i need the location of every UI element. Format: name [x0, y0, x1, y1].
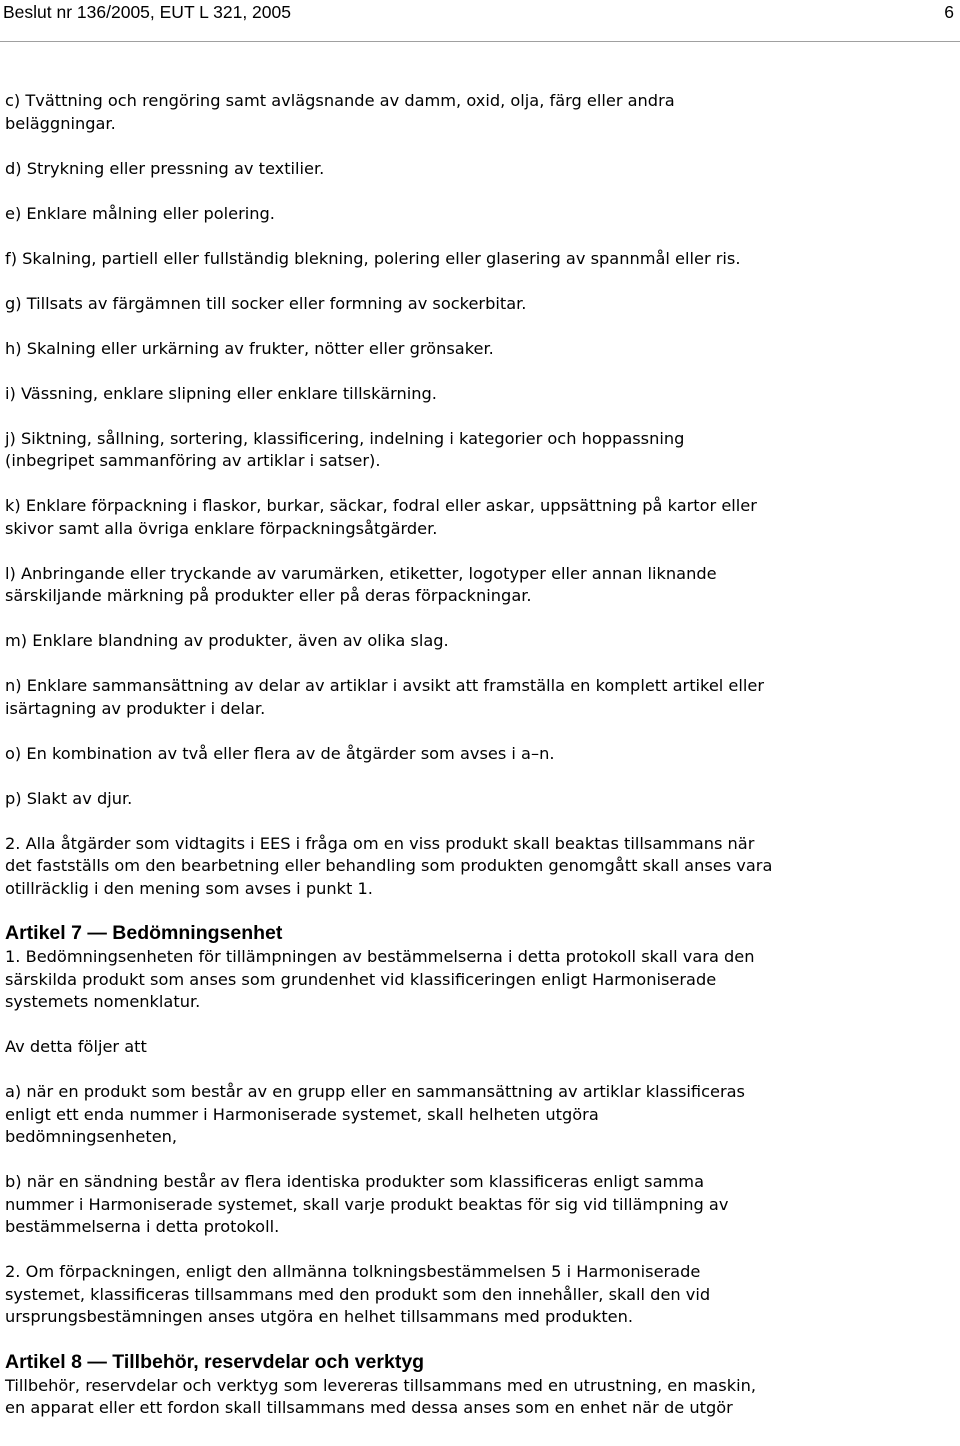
article-8-paragraph-1: Tillbehör, reservdelar och verktyg som levereras tillsammans med en utrustning, en maskin, en apparat eller ett fordon skall tillsammans med dessa anses som en enhet när de utgör	[5, 1375, 756, 1417]
paragraph-o: o) En kombination av två eller flera av de åtgärder som avses i a–n.	[5, 743, 555, 763]
article-8-heading: Artikel 8 — Tillbehör, reservdelar och verktyg	[5, 1350, 425, 1373]
paragraph-e: e) Enklare målning eller polering.	[5, 203, 275, 223]
paragraph-l: l) Anbringande eller tryckande av varumärken, etiketter, logotyper eller annan liknande särskiljande märkning på produkter eller på deras förpackningar.	[5, 563, 717, 605]
paragraph-d: d) Strykning eller pressning av textilier.	[5, 158, 325, 178]
paragraph-p: p) Slakt av djur.	[5, 788, 133, 808]
paragraph-h: h) Skalning eller urkärning av frukter, nötter eller grönsaker.	[5, 338, 494, 358]
paragraph-n: n) Enklare sammansättning av delar av artiklar i avsikt att framställa en komplett artikel eller isärtagning av produkter i delar.	[5, 676, 765, 718]
article-7-intro: Av detta följer att	[5, 1037, 147, 1056]
article-7-paragraph-1: 1. Bedömningsenheten för tillämpningen av bestämmelserna i detta protokoll skall vara den särskilda produkt som anses som grundenhet vid klassificeringen enligt Harmoniserade systemets nomenklatur.	[5, 947, 755, 1011]
paragraph-g: g) Tillsats av färgämnen till socker eller formning av sockerbitar.	[5, 293, 527, 313]
paragraph-f: f) Skalning, partiell eller fullständig blekning, polering eller glasering av spannmål eller ris.	[5, 248, 741, 268]
paragraph-c: c) Tvättning och rengöring samt avlägsnande av damm, oxid, olja, färg eller andra beläggningar.	[5, 91, 675, 133]
document-body	[5, 90, 955, 1420]
article-7-item-a: a) när en produkt som består av en grupp eller en sammansättning av artiklar klassificeras enligt ett enda nummer i Harmoniserade systemet, skall helheten utgöra bedömningsenheten,	[5, 1082, 745, 1146]
document-reference: Beslut nr 136/2005, EUT L 321, 2005	[3, 2, 291, 22]
page-header	[0, 0, 960, 44]
article-7-item-b: b) när en sändning består av flera identiska produkter som klassificeras enligt samma nummer i Harmoniserade systemet, skall varje produkt beaktas för sig vid tillämpning av bestämmelserna i detta protokoll.	[5, 1172, 729, 1236]
paragraph-k: k) Enklare förpackning i flaskor, burkar, säckar, fodral eller askar, uppsättning på kartor eller skivor samt alla övriga enklare förpackningsåtgärder.	[5, 496, 757, 538]
page-number: 6	[944, 2, 954, 22]
paragraph-i: i) Vässning, enklare slipning eller enklare tillskärning.	[5, 383, 437, 403]
header-divider	[0, 41, 960, 42]
paragraph-m: m) Enklare blandning av produkter, även av olika slag.	[5, 631, 449, 650]
article-7-paragraph-2: 2. Om förpackningen, enligt den allmänna tolkningsbestämmelsen 5 i Harmoniserade systemet, klassificeras tillsammans med den produkt som den innehåller, skall den vid ursprungsbestämningen anses utgöra en helhet tillsammans med produkten.	[5, 1262, 711, 1326]
paragraph-2: 2. Alla åtgärder som vidtagits i EES i fråga om en viss produkt skall beaktas tillsammans när det fastställs om den bearbetning eller behandling som produkten genomgått skall anses vara otillräcklig i den mening som avses i punkt 1.	[5, 833, 773, 898]
paragraph-j: j) Siktning, sållning, sortering, klassificering, indelning i kategorier och hoppassning (inbegripet sammanföring av artiklar i satser).	[5, 428, 685, 470]
article-7-heading: Artikel 7 — Bedömningsenhet	[5, 922, 283, 944]
